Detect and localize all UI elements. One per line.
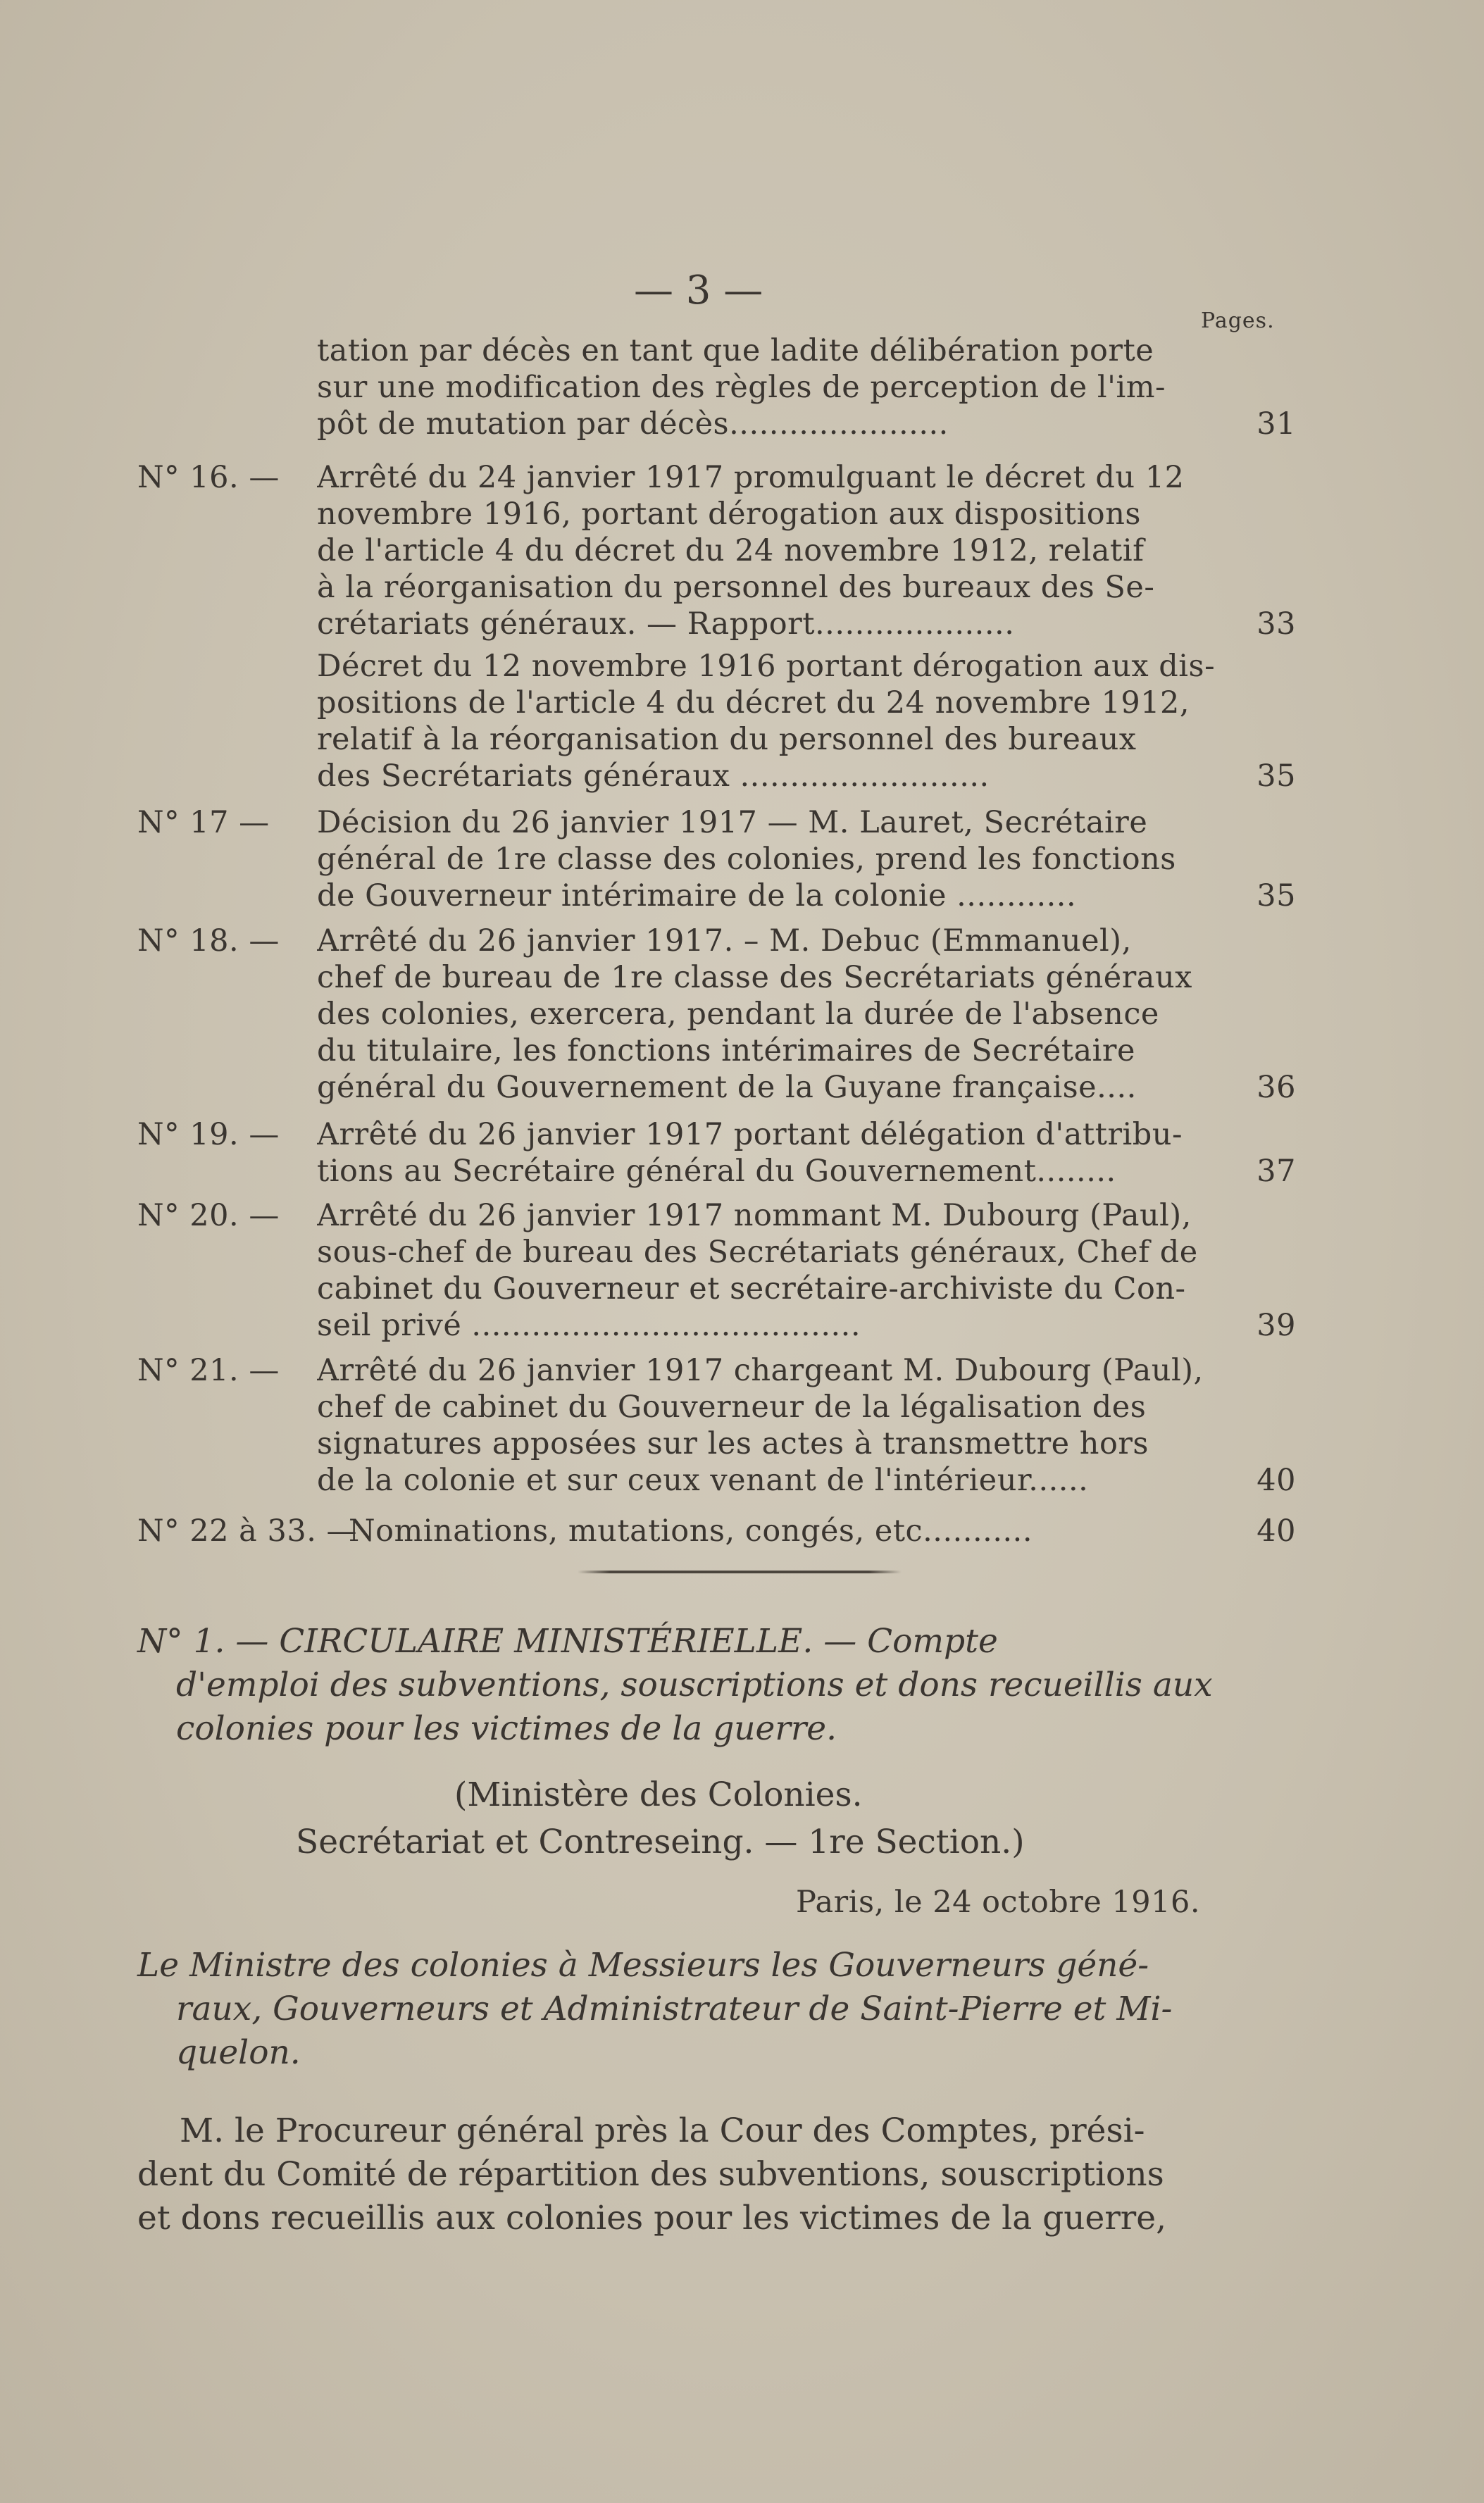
section-divider (578, 1571, 902, 1573)
entry-line: pôt de mutation par décès...................... (317, 406, 949, 442)
address-line: quelon. (176, 2033, 301, 2072)
entry-line: relatif à la réorganisation du personnel des bureaux (317, 722, 1137, 757)
entry-line: cabinet du Gouverneur et secrétaire-archiviste du Con- (317, 1271, 1186, 1306)
entry-line: du titulaire, les fonctions intérimaires de Secrétaire (317, 1033, 1135, 1068)
entry-page-number: 40 (1257, 1513, 1296, 1549)
entry-line: de la colonie et sur ceux venant de l'intérieur...... (317, 1463, 1089, 1498)
pages-column-label: Pages. (1201, 308, 1275, 333)
body-line: et dons recueillis aux colonies pour les victimes de la guerre, (137, 2199, 1167, 2237)
entry-line: à la réorganisation du personnel des bureaux des Se- (317, 570, 1155, 605)
entry-line: crétariats généraux. — Rapport.................... (317, 606, 1015, 642)
entry-page-number: 40 (1257, 1463, 1296, 1498)
address-line: Le Ministre des colonies à Messieurs les Gouverneurs géné- (137, 1946, 1149, 1985)
entry-line: chef de bureau de 1re classe des Secrétariats généraux (317, 960, 1192, 995)
entry-line: Décret du 12 novembre 1916 portant dérogation aux dis- (317, 649, 1216, 684)
entry-page-number: 37 (1257, 1154, 1296, 1189)
entry-page-number: 31 (1257, 406, 1296, 442)
entry-line: tation par décès en tant que ladite délibération porte (317, 333, 1154, 368)
ministry-line-1: (Ministère des Colonies. (454, 1775, 863, 1814)
entry-line: Décision du 26 janvier 1917 — M. Lauret, Secrétaire (317, 805, 1148, 840)
address-line: raux, Gouverneurs et Administrateur de Saint-Pierre et Mi- (176, 1990, 1173, 2028)
entry-number: N° 17 — (137, 805, 270, 840)
circular-heading-line: colonies pour les victimes de la guerre. (176, 1709, 837, 1748)
entry-line: seil privé ....................................... (317, 1308, 861, 1343)
entry-line: signatures apposées sur les actes à transmettre hors (317, 1426, 1149, 1461)
entry-page-number: 33 (1257, 606, 1296, 642)
circular-date: Paris, le 24 octobre 1916. (796, 1885, 1201, 1920)
entry-line: Arrêté du 26 janvier 1917 nommant M. Dubourg (Paul), (317, 1198, 1192, 1233)
entry-number: N° 19. — (137, 1117, 280, 1152)
circular-heading-line: N° 1. — CIRCULAIRE MINISTÉRIELLE. — Compte (137, 1622, 998, 1661)
page-number: — 3 — (634, 268, 763, 313)
circular-heading (137, 1620, 1213, 1751)
entry-number: N° 16. — (137, 460, 280, 495)
entry-page-number: 36 (1257, 1070, 1296, 1105)
entry-line: de Gouverneur intérimaire de la colonie ............ (317, 878, 1077, 913)
entry-line: Arrêté du 26 janvier 1917 chargeant M. Dubourg (Paul), (317, 1353, 1204, 1388)
entry-line: Arrêté du 26 janvier 1917 portant délégation d'attribu- (317, 1117, 1183, 1152)
entry-number: N° 21. — (137, 1353, 280, 1388)
entry-line: Arrêté du 26 janvier 1917. – M. Debuc (Emmanuel), (317, 923, 1132, 959)
entry-line: chef de cabinet du Gouverneur de la légalisation des (317, 1390, 1147, 1425)
entry-line: des Secrétariats généraux ......................... (317, 759, 990, 794)
entry-page-number: 35 (1257, 759, 1296, 794)
body-line: M. le Procureur général près la Cour des Comptes, prési- (180, 2111, 1145, 2150)
entry-line: novembre 1916, portant dérogation aux dispositions (317, 497, 1141, 532)
entry-number: N° 22 à 33. — (137, 1513, 358, 1549)
entry-page-number: 39 (1257, 1308, 1296, 1343)
entry-line: général de 1re classe des colonies, prend les fonctions (317, 842, 1176, 877)
circular-address (137, 1944, 1172, 2075)
entry-line: sur une modification des règles de perception de l'im- (317, 370, 1166, 405)
entry-number: N° 20. — (137, 1198, 280, 1233)
entry-line: sous-chef de bureau des Secrétariats généraux, Chef de (317, 1235, 1198, 1270)
entry-line: des colonies, exercera, pendant la durée de l'absence (317, 997, 1159, 1032)
entry-line: de l'article 4 du décret du 24 novembre 1912, relatif (317, 533, 1145, 568)
circular-heading-line: d'emploi des subventions, souscriptions et dons recueillis aux (176, 1666, 1213, 1704)
entry-page-number: 35 (1257, 878, 1296, 913)
entry-line: Arrêté du 24 janvier 1917 promulguant le décret du 12 (317, 460, 1185, 495)
entry-line: général du Gouvernement de la Guyane française.... (317, 1070, 1137, 1105)
circular-body (137, 2109, 1166, 2240)
ministry-line-2: Secrétariat et Contreseing. — 1re Section.) (296, 1823, 1025, 1861)
body-line: dent du Comité de répartition des subventions, souscriptions (137, 2155, 1164, 2194)
entry-line: Nominations, mutations, congés, etc........... (349, 1513, 1033, 1549)
entry-number: N° 18. — (137, 923, 280, 959)
entry-line: tions au Secrétaire général du Gouvernement........ (317, 1154, 1116, 1189)
entry-line: positions de l'article 4 du décret du 24 novembre 1912, (317, 685, 1190, 720)
